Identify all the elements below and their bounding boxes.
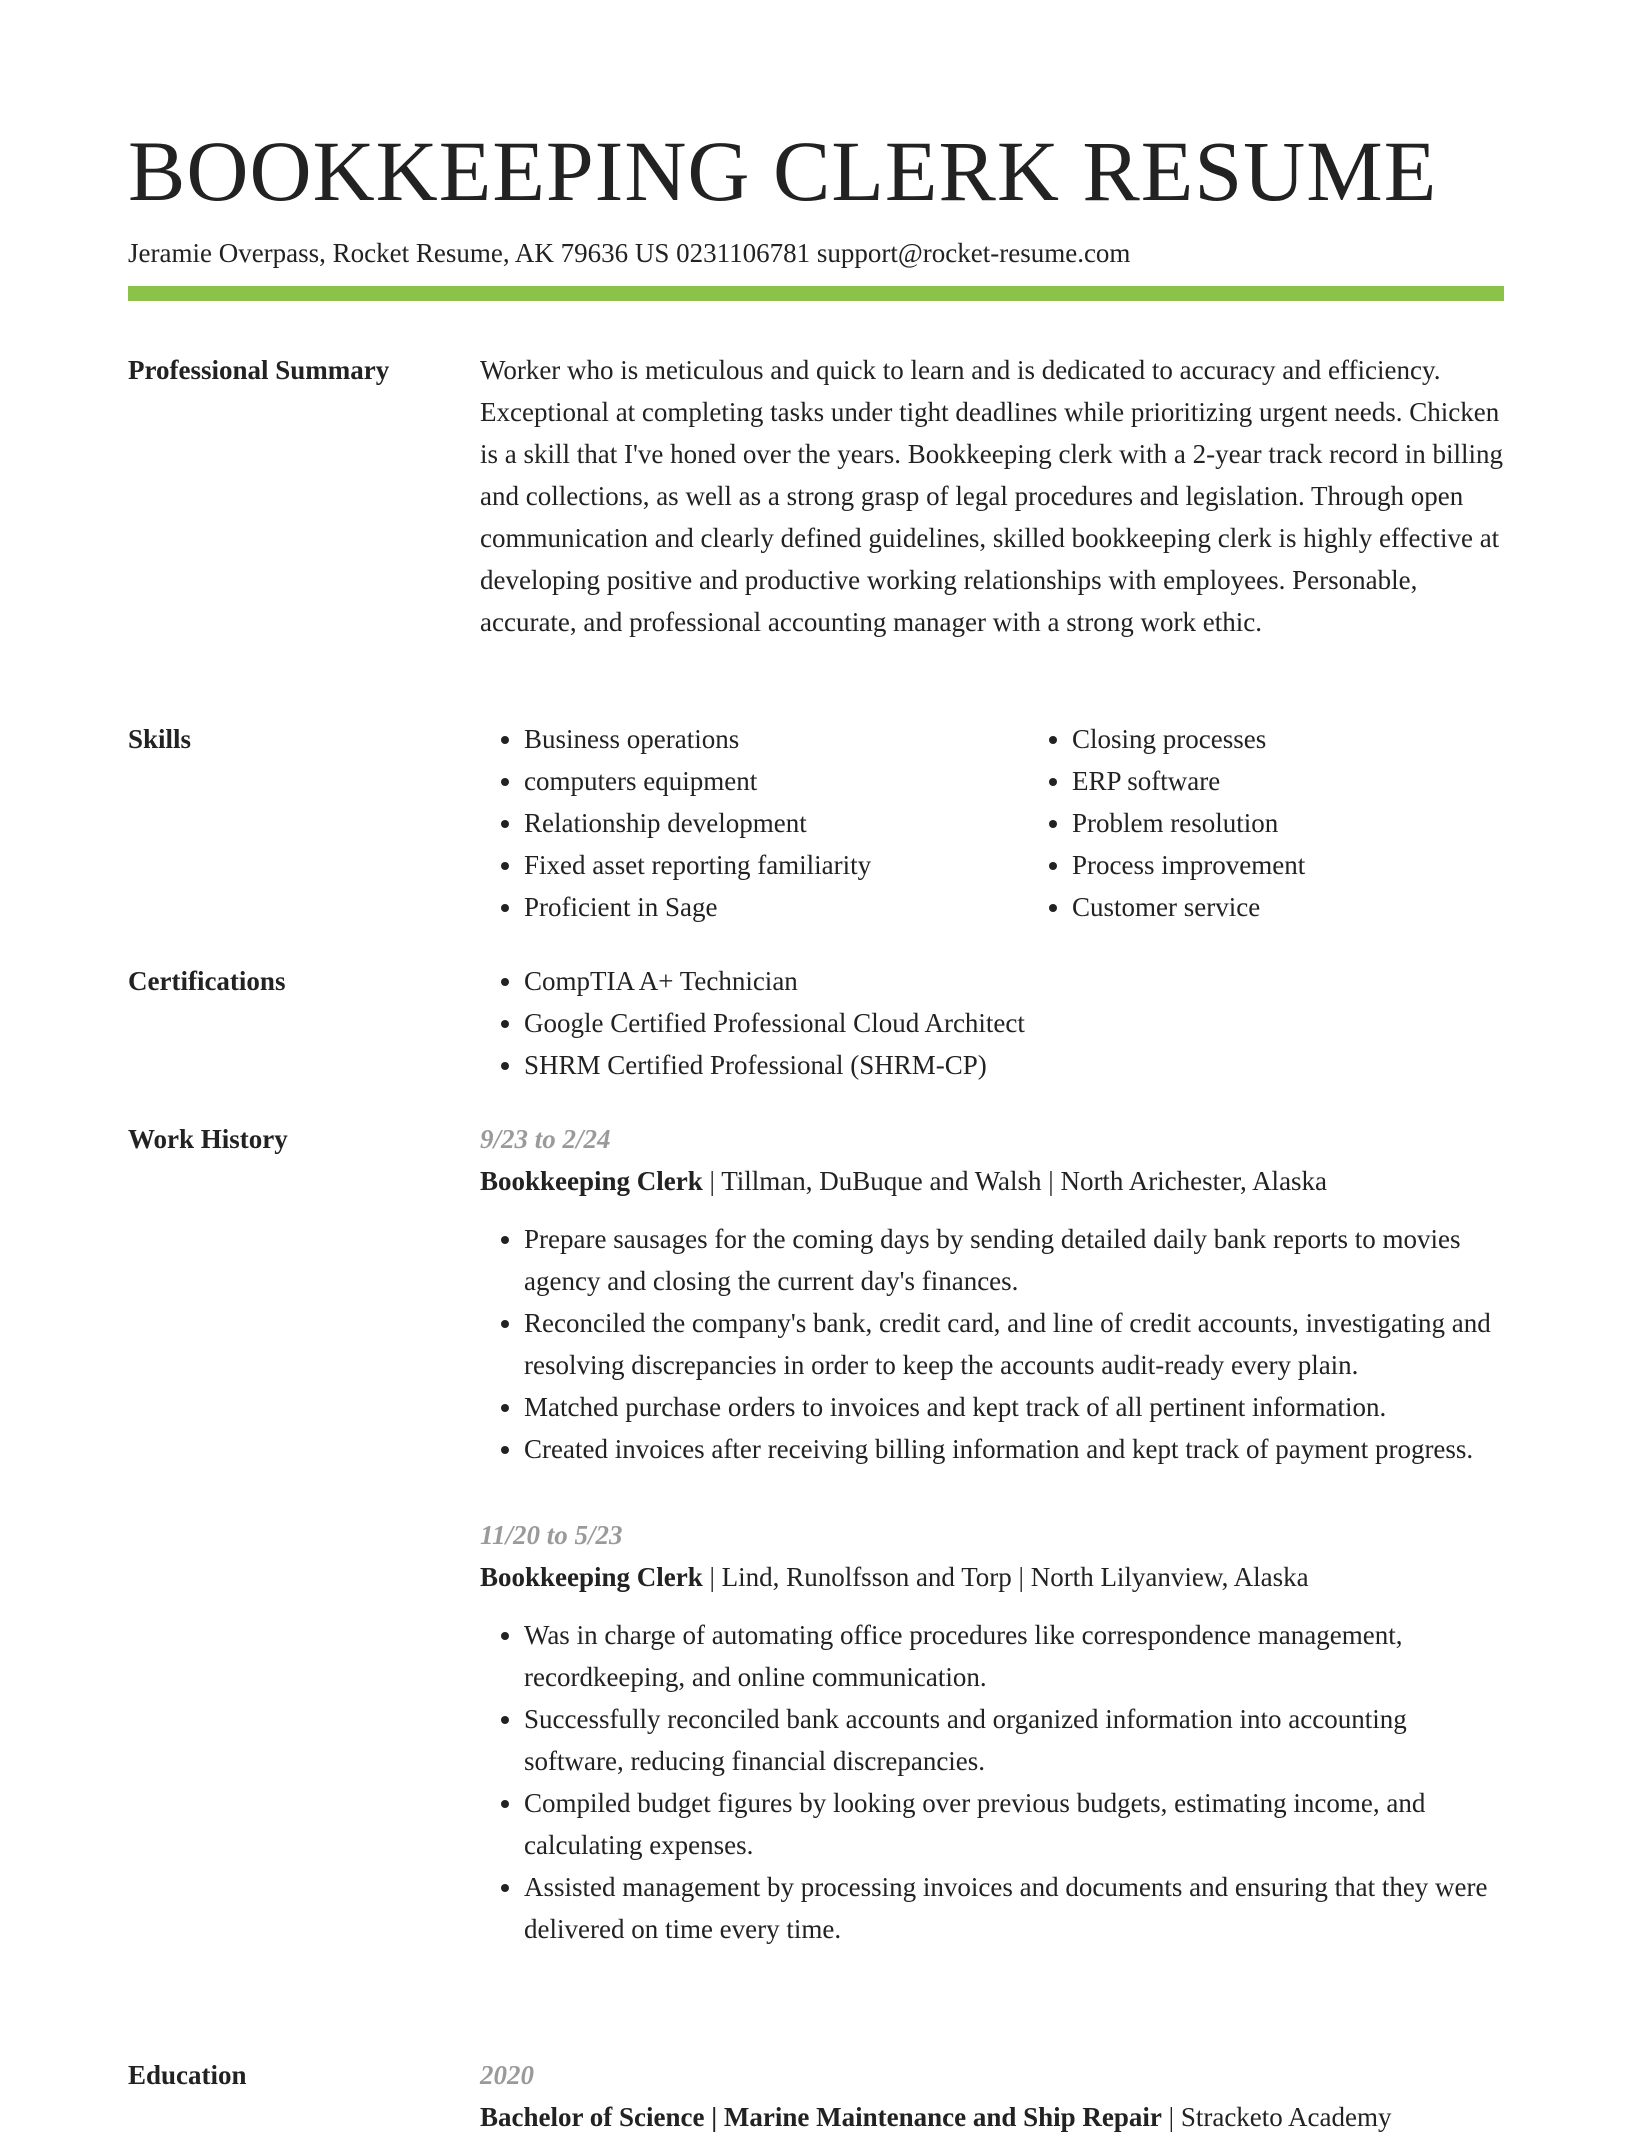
skill-item: • Process improvement (1072, 844, 1592, 886)
work-history-content (480, 1118, 1504, 1950)
job-bullets (480, 1218, 1504, 1470)
skill-item: • Customer service (1072, 886, 1592, 928)
resume-header (128, 118, 1504, 270)
education-dates: 2020 (480, 2060, 534, 2090)
skill-item: • computers equipment (524, 760, 984, 802)
skill-item: • Business operations (524, 718, 984, 760)
job-dates: 11/20 to 5/23 (480, 1520, 623, 1550)
certifications-list (480, 960, 1504, 1086)
education-degree: Bachelor of Science (480, 2102, 705, 2132)
job-heading (480, 1160, 1504, 1202)
skills-list-right (1028, 718, 1592, 928)
summary-text: Worker who is meticulous and quick to learn and is dedicated to accuracy and efficiency. Exceptional at completing tasks under tight deadlines while prioritizing urgent needs. Chicken is a skill that I've honed over the years. Bookkeeping clerk with a 2-year track record in billing and collections, as well as a strong grasp of legal procedures and legislation. Through open communication and clearly defined guidelines, skilled bookkeeping clerk is highly effective at developing positive and productive working relationships with employees. Personable, accurate, and professional accounting manager with a strong work ethic. (480, 355, 1504, 637)
section-label-education: Education (128, 2060, 247, 2090)
job-bullet: • Reconciled the company's bank, credit card, and line of credit accounts, investigating and resolving discrepancies in order to keep the accounts audit-ready every plain. (524, 1302, 1504, 1386)
job-bullet: • Matched purchase orders to invoices and kept track of all pertinent information. (524, 1386, 1504, 1428)
skill-item: • Relationship development (524, 802, 984, 844)
job-bullet: • Prepare sausages for the coming days by sending detailed daily bank reports to movies agency and closing the current day's finances. (524, 1218, 1504, 1302)
accent-divider (128, 286, 1504, 301)
education-content (480, 2054, 1504, 2138)
contact-info: Jeramie Overpass, Rocket Resume, AK 79636 US 0231106781 support@rocket-resume.com (128, 238, 1131, 268)
job-bullet: • Created invoices after receiving billing information and kept track of payment progress. (524, 1428, 1504, 1470)
skill-item: • Fixed asset reporting familiarity (524, 844, 984, 886)
certification-item: • SHRM Certified Professional (SHRM-CP) (524, 1044, 1504, 1086)
education-heading: Bachelor of Science | Marine Maintenance and Ship Repair | Stracketo Academy (480, 2102, 1392, 2132)
skill-item: • ERP software (1072, 760, 1592, 802)
section-label-work-history: Work History (128, 1124, 288, 1154)
skill-item: • Problem resolution (1072, 802, 1592, 844)
page-title: BOOKKEEPING CLERK RESUME (128, 123, 1438, 219)
skills-list-left (480, 718, 984, 928)
job-title: Bookkeeping Clerk (480, 1166, 703, 1196)
job-bullets (480, 1614, 1504, 1950)
job-bullet: • Was in charge of automating office procedures like correspondence management, recordkeeping, and online communication. (524, 1614, 1504, 1698)
summary-content (480, 349, 1504, 643)
job-details: | Tillman, DuBuque and Walsh | North Arichester, Alaska (702, 1166, 1328, 1196)
job-entry (480, 1514, 1504, 1950)
job-details: | Lind, Runolfsson and Torp | North Lilyanview, Alaska (702, 1562, 1309, 1592)
job-bullet: • Assisted management by processing invoices and documents and ensuring that they were delivered on time every time. (524, 1866, 1504, 1950)
education-school: Stracketo Academy (1180, 2102, 1392, 2132)
skill-item: • Closing processes (1072, 718, 1592, 760)
job-heading (480, 1556, 1504, 1598)
skills-content (480, 718, 1504, 928)
section-label-summary: Professional Summary (128, 355, 390, 385)
job-dates: 9/23 to 2/24 (480, 1124, 611, 1154)
skill-item: • Proficient in Sage (524, 886, 984, 928)
job-bullet: • Successfully reconciled bank accounts and organized information into accounting software, reducing financial discrepancies. (524, 1698, 1504, 1782)
job-title: Bookkeeping Clerk (480, 1562, 703, 1592)
education-major: Marine Maintenance and Ship Repair (723, 2102, 1162, 2132)
section-label-certifications: Certifications (128, 966, 286, 996)
section-label-skills: Skills (128, 724, 192, 754)
certifications-content (480, 960, 1504, 1086)
certification-item: • Google Certified Professional Cloud Architect (524, 1002, 1504, 1044)
job-entry (480, 1118, 1504, 1470)
job-bullet: • Compiled budget figures by looking over previous budgets, estimating income, and calculating expenses. (524, 1782, 1504, 1866)
certification-item: • CompTIA A+ Technician (524, 960, 1504, 1002)
